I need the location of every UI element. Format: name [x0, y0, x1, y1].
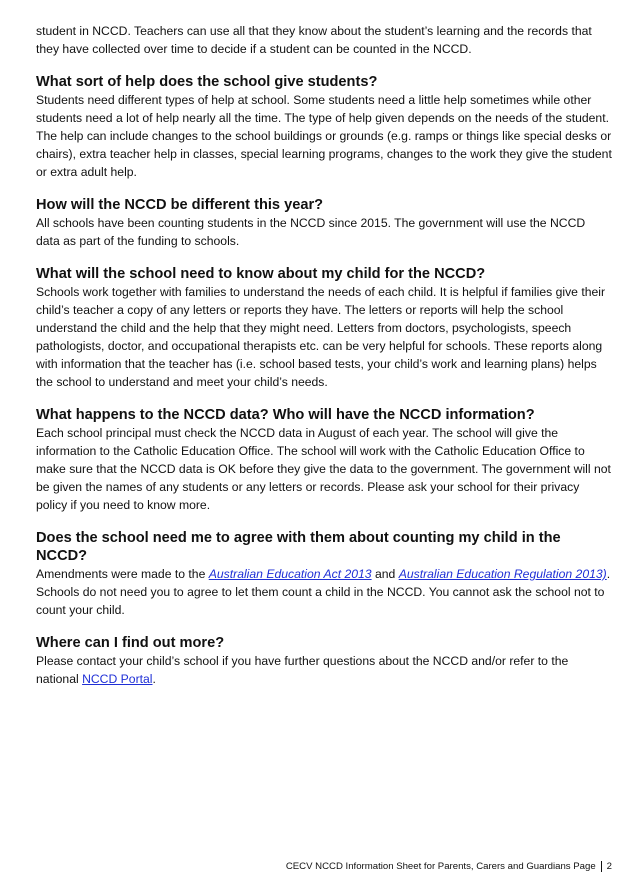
- footer-divider: [601, 861, 602, 872]
- body-text: .: [152, 672, 156, 686]
- body-text: Amendments were made to the: [36, 567, 209, 581]
- section-body: Schools work together with families to understand the needs of each child. It is helpful if families give their child’s teacher a copy of any letters or reports they have. The letters or reports will help the school understand the child and the help that they might need. Letters from doctors, psychologists, speech pathologists, doctor, and occupational therapists etc. can be very helpful for schools. These reports along with information that the teacher has (i.e. school based tests, your child’s work and learning plans) helps the school to understand and meet your child’s needs.: [36, 285, 606, 389]
- page-footer: [286, 861, 612, 872]
- nccd-portal-link[interactable]: NCCD Portal: [82, 672, 153, 686]
- section-heading: What will the school need to know about my child for the NCCD?: [36, 266, 486, 282]
- education-act-link[interactable]: Australian Education Act 2013: [208, 567, 372, 581]
- body-text: Please contact your child’s school if you have further questions about the NCCD and/or refer to the national: [36, 654, 569, 686]
- page-number: 2: [606, 861, 612, 872]
- body-text: and: [371, 567, 399, 581]
- section-body: [36, 565, 612, 619]
- education-regulation-link[interactable]: Australian Education Regulation 2013): [398, 567, 607, 581]
- footer-title: CECV NCCD Information Sheet for Parents, Carers and Guardians Page: [285, 861, 596, 872]
- section-heading: What sort of help does the school give students?: [36, 74, 378, 90]
- section-body: Students need different types of help at school. Some students need a little help sometimes while other students need a lot of help nearly all the time. The type of help given depends on the needs of the student. The help can include changes to the school buildings or grounds (e.g. ramps or things like special desks or chairs), extra teacher help in classes, special learning programs, changes to the work they give the student or extra adult help.: [36, 93, 612, 179]
- section-help: [36, 73, 612, 181]
- section-heading: What happens to the NCCD data? Who will have the NCCD information?: [36, 407, 535, 423]
- intro-paragraph: student in NCCD. Teachers can use all that they know about the student’s learning and the records that they have collected over time to decide if a student can be counted in the NCCD.: [36, 24, 592, 56]
- section-agree: [36, 529, 612, 619]
- body-text: . Schools do not need you to agree to let them count a child in the NCCD. You cannot ask the school not to count your child.: [36, 567, 611, 617]
- section-more: [36, 634, 612, 688]
- section-heading: How will the NCCD be different this year?: [36, 197, 324, 213]
- section-body: [36, 652, 612, 688]
- section-know: [36, 265, 612, 391]
- document-page: [36, 0, 612, 688]
- section-data: [36, 406, 612, 514]
- section-body: All schools have been counting students in the NCCD since 2015. The government will use the NCCD data as part of the funding to schools.: [36, 216, 586, 248]
- section-different: [36, 196, 612, 250]
- section-heading: Does the school need me to agree with them about counting my child in the NCCD?: [36, 530, 561, 564]
- section-body: Each school principal must check the NCCD data in August of each year. The school will give the information to the Catholic Education Office. The school will work with the Catholic Education Office to make sure that the NCCD data is OK before they give the data to the government. The government will not be given the names of any students or any letters or records. Please ask your school for their privacy policy if you need to know more.: [36, 426, 611, 512]
- section-heading: Where can I find out more?: [36, 635, 225, 651]
